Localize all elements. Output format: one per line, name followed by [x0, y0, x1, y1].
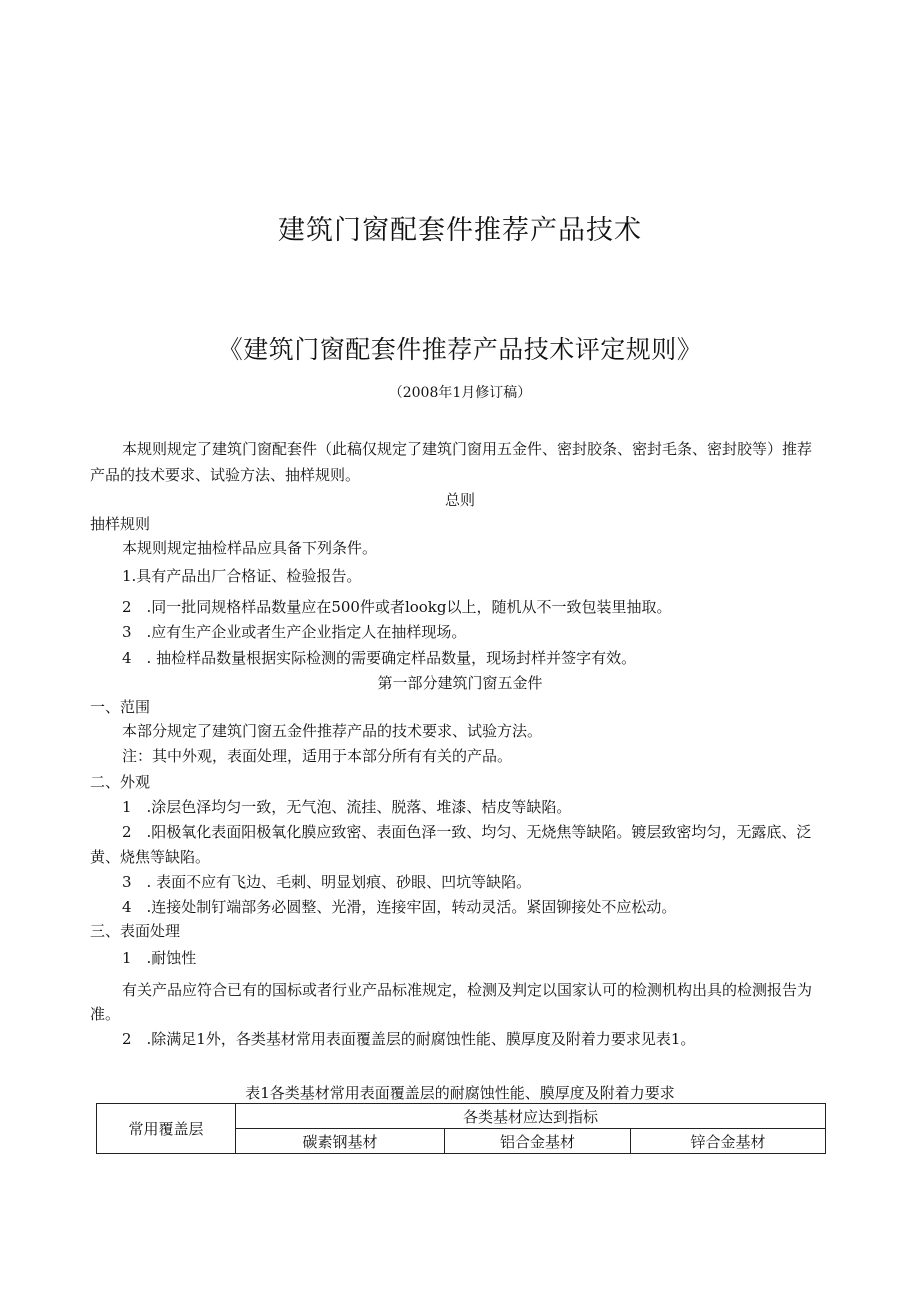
- appearance-item-1: 1 .涂层色泽均匀一致，无气泡、流挂、脱落、堆漆、桔皮等缺陷。: [122, 798, 572, 816]
- surface-item-1: 1 .耐蚀性: [122, 949, 197, 967]
- scope-note: 注：其中外观，表面处理，适用于本部分所有有关的产品。: [122, 747, 513, 765]
- surface-heading: 三、表面处理: [90, 922, 181, 940]
- document-title: 建筑门窗配套件推荐产品技术: [278, 215, 642, 246]
- appearance-item-4: 4 .连接处制钉端部务必圆整、光滑，连接牢固，转动灵活。紧固铆接处不应松动。: [122, 898, 677, 916]
- revision-note: （2008年1月修订稿）: [388, 385, 532, 401]
- sampling-lead: 本规则规定抽检样品应具备下列条件。: [122, 539, 378, 557]
- sampling-item-2: 2 .同一批同规格样品数量应在500件或者lookg以上，随机从不一致包装里抽取。: [122, 598, 672, 616]
- column-zinc-alloy: 锌合金基材: [631, 1129, 826, 1154]
- general-heading: 总则: [444, 491, 475, 509]
- part1-heading: 第一部分建筑门窗五金件: [377, 674, 543, 692]
- sampling-item-3: 3 .应有生产企业或者生产企业指定人在抽样现场。: [122, 623, 467, 641]
- table-caption: 表1各类基材常用表面覆盖层的耐腐蚀性能、膜厚度及附着力要求: [245, 1084, 675, 1102]
- intro-line-2: 产品的技术要求、试验方法、抽样规则。: [90, 466, 361, 484]
- column-aluminum-alloy: 铝合金基材: [445, 1129, 631, 1154]
- appearance-heading: 二、外观: [90, 773, 151, 791]
- sampling-item-1: 1.具有产品出厂合格证、检验报告。: [122, 567, 362, 585]
- surface-para-1a: 有关产品应符合已有的国标或者行业产品标准规定，检测及判定以国家认可的检测机构出具的检测报告为: [122, 981, 813, 999]
- table-group-header: 各类基材应达到指标: [236, 1104, 826, 1129]
- table-row-header: 常用覆盖层: [97, 1104, 236, 1154]
- column-carbon-steel: 碳素钢基材: [236, 1129, 445, 1154]
- intro-line-1: 本规则规定了建筑门窗配套件（此稿仅规定了建筑门窗用五金件、密封胶条、密封毛条、密封胶等）推荐: [122, 440, 813, 458]
- scope-heading: 一、范围: [90, 698, 151, 716]
- table-row: [97, 1104, 826, 1129]
- sampling-item-4: 4 . 抽检样品数量根据实际检测的需要确定样品数量，现场封样并签字有效。: [122, 649, 637, 667]
- appearance-item-2b: 黄、烧焦等缺陷。: [90, 848, 211, 866]
- sampling-heading: 抽样规则: [90, 515, 151, 533]
- appearance-item-2a: 2 .阳极氧化表面阳极氧化膜应致密、表面色泽一致、均匀、无烧焦等缺陷。镀层致密均匀，无露底、泛: [122, 823, 812, 841]
- surface-item-2: 2 .除满足1外，各类基材常用表面覆盖层的耐腐蚀性能、膜厚度及附着力要求见表1。: [122, 1030, 696, 1048]
- scope-line-1: 本部分规定了建筑门窗五金件推荐产品的技术要求、试验方法。: [122, 722, 543, 740]
- rules-title: 《建筑门窗配套件推荐产品技术评定规则》: [217, 335, 703, 364]
- coating-spec-table: [96, 1103, 826, 1154]
- appearance-item-3: 3 . 表面不应有飞边、毛刺、明显划痕、砂眼、凹坑等缺陷。: [122, 873, 532, 891]
- surface-para-1b: 准。: [90, 1005, 121, 1023]
